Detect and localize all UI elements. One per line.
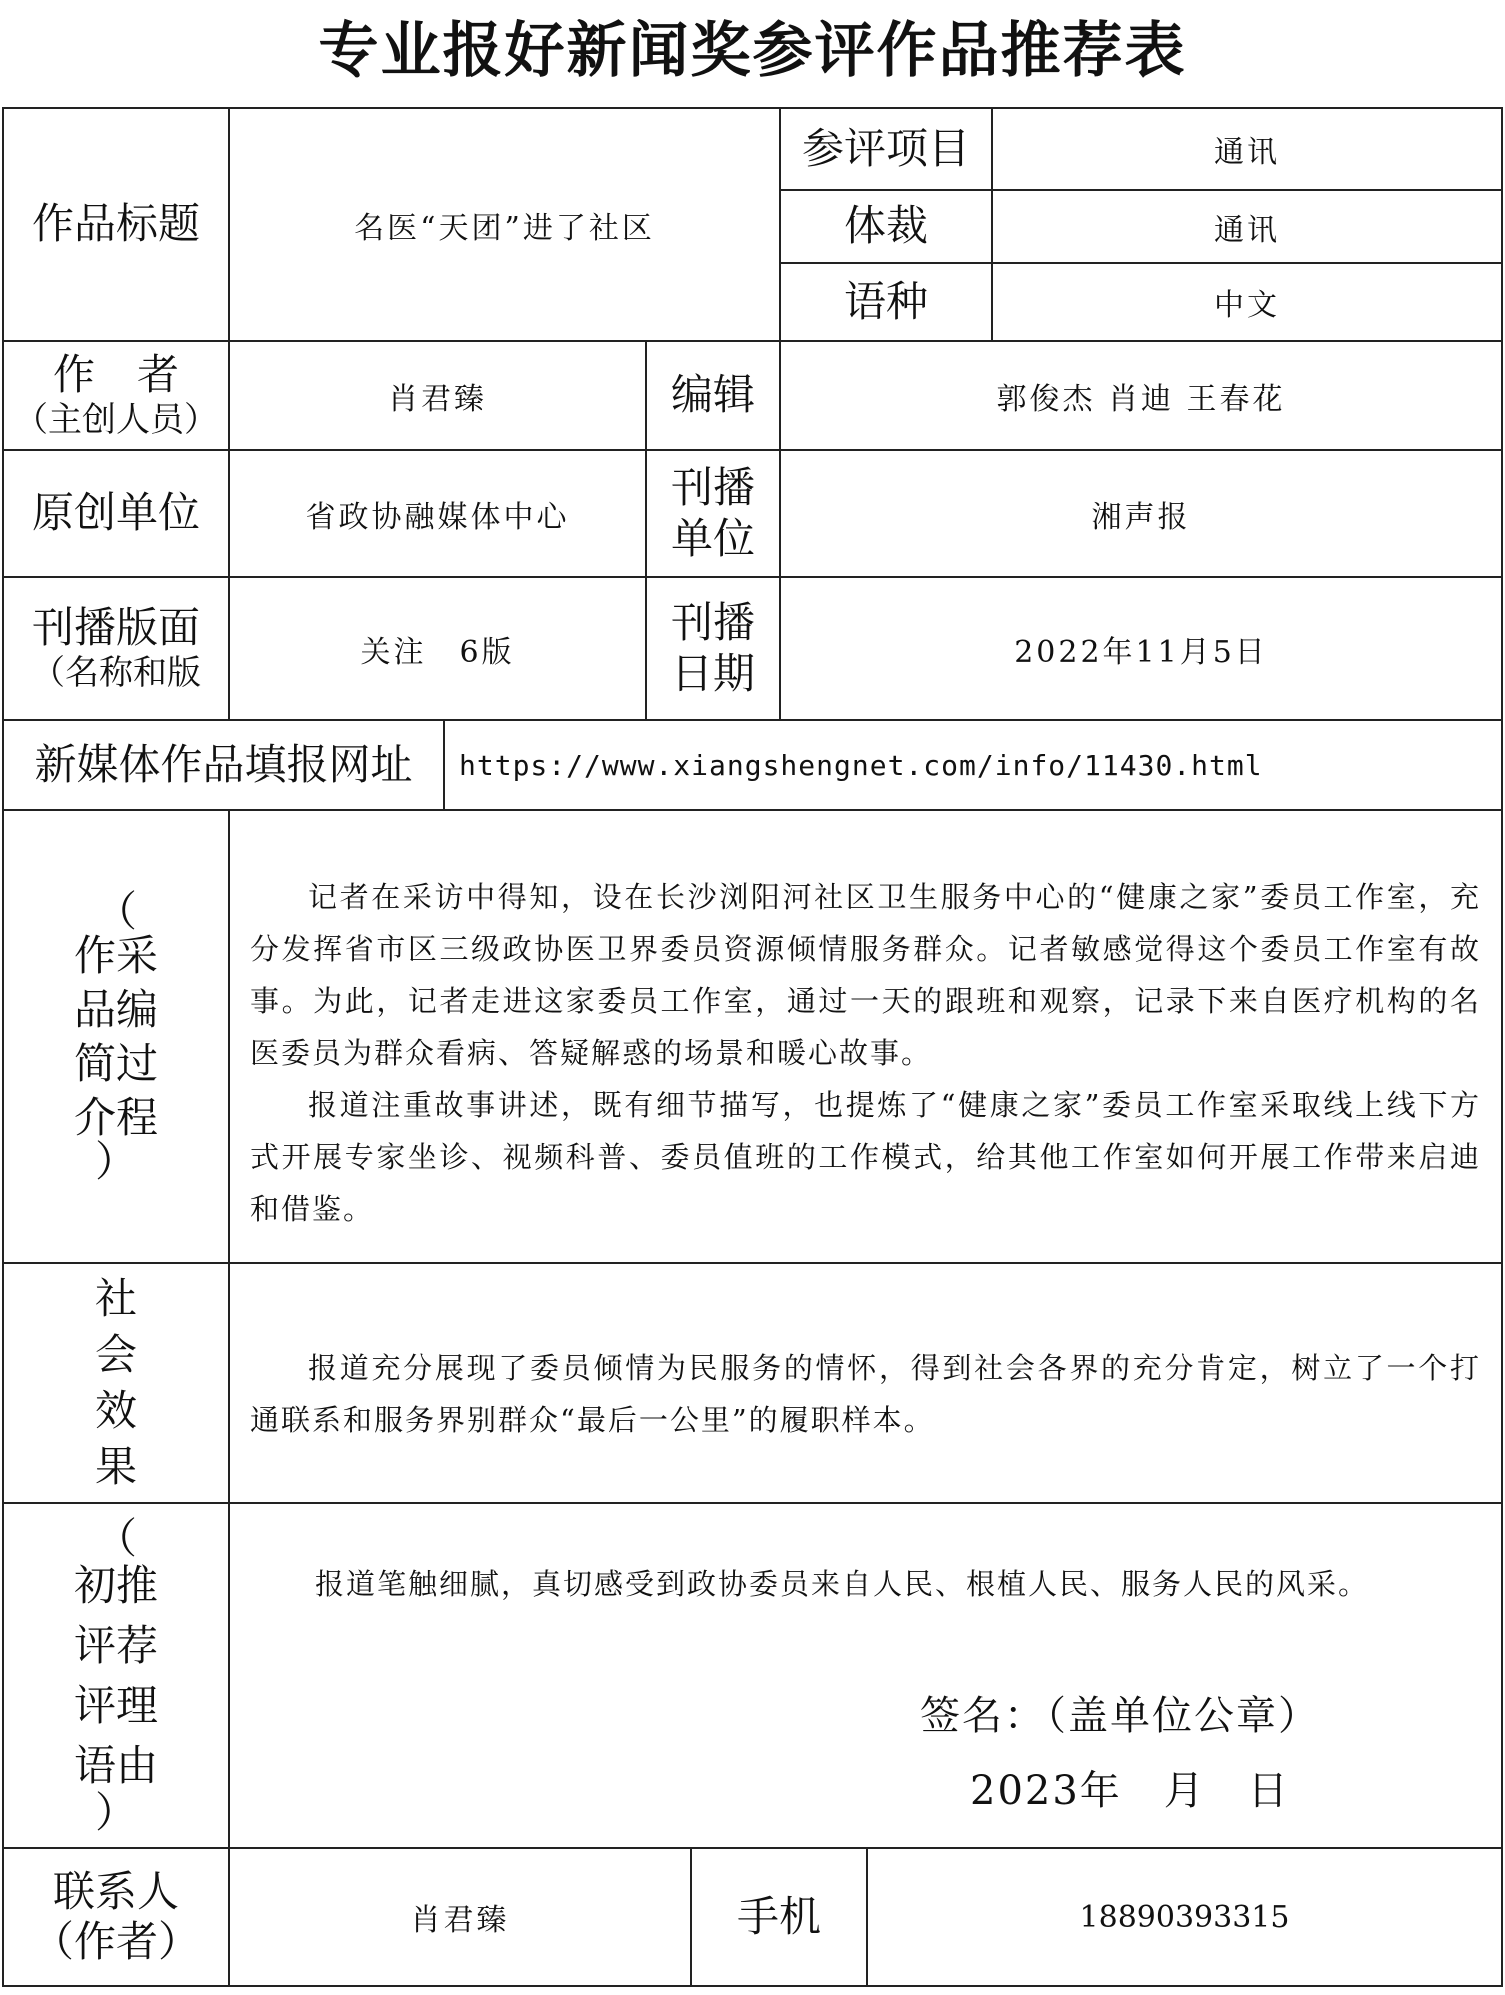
social-effect-text: 报道充分展现了委员倾情为民服务的情怀，得到社会各界的充分肯定，树立了一个打通联系和服务界别群众“最后一公里”的履职样本。 xyxy=(250,1351,1481,1437)
recommendation-label-char: 理 xyxy=(116,1680,159,1730)
social-effect-label xyxy=(2,1262,230,1504)
recommendation-label-char: 推 xyxy=(116,1560,159,1610)
author-label-sub: （主创人员） xyxy=(14,400,218,441)
publish-date-label-line1: 刊播 xyxy=(670,598,755,648)
recommendation-label-char: 荐 xyxy=(116,1620,159,1670)
social-effect-label-char: 会 xyxy=(94,1330,137,1379)
genre-label: 体裁 xyxy=(779,189,993,264)
signature-line: 签名：（盖单位公章） xyxy=(920,1693,1320,1739)
recommendation-label-char: 初 xyxy=(73,1560,116,1610)
intro-label-col2 xyxy=(116,929,158,1145)
intro-content xyxy=(228,809,1503,1264)
editor-label: 编辑 xyxy=(645,340,781,451)
publish-unit-value: 湘声报 xyxy=(779,449,1503,578)
contact-label-main: 联系人 xyxy=(52,1866,179,1916)
recommendation-content xyxy=(228,1502,1503,1849)
phone-label: 手机 xyxy=(690,1847,868,1987)
intro-label-col1 xyxy=(74,929,116,1145)
new-media-url-value: https://www.xiangshengnet.com/info/11430.html xyxy=(443,719,1503,811)
recommendation-label-col2 xyxy=(116,1556,158,1796)
language-value: 中文 xyxy=(991,262,1503,342)
intro-label-columns xyxy=(74,929,158,1145)
document-title: 专业报好新闻奖参评作品推荐表 xyxy=(318,16,1187,86)
intro-label-close: ） xyxy=(94,1136,137,1186)
work-title-label: 作品标题 xyxy=(2,107,230,342)
recommendation-label-col1 xyxy=(74,1556,116,1796)
intro-paragraphs xyxy=(250,871,1481,1235)
publish-page-label-sub: （名称和版 xyxy=(31,653,201,694)
social-effect-label-char: 社 xyxy=(94,1274,137,1323)
work-title-value: 名医“天团”进了社区 xyxy=(228,107,781,342)
new-media-url-label: 新媒体作品填报网址 xyxy=(2,719,445,811)
intro-paragraph-1: 记者在采访中得知，设在长沙浏阳河社区卫生服务中心的“健康之家”委员工作室，充分发挥省市区三级政协医卫界委员资源倾情服务群众。记者敏感觉得这个委员工作室有故事。为此，记者走进这家委员工作室，通过一天的跟班和观察，记录下来自医疗机构的名医委员为群众看病、答疑解惑的场景和暖心故事。 xyxy=(250,880,1481,1070)
recommendation-label xyxy=(2,1502,230,1849)
publish-page-value: 关注 6版 xyxy=(228,576,647,721)
publish-date-value: 2022年11月5日 xyxy=(779,576,1503,721)
intro-label-char: 程 xyxy=(116,1092,159,1142)
recommendation-label-char: 由 xyxy=(116,1740,159,1790)
publish-unit-label-line1: 刊播 xyxy=(670,463,755,513)
publish-page-label-main: 刊播版面 xyxy=(31,602,200,652)
recommendation-label-columns xyxy=(74,1556,158,1796)
publish-unit-label-line2: 单位 xyxy=(670,513,755,563)
category-label: 参评项目 xyxy=(779,107,993,191)
contact-label-sub: （作者） xyxy=(31,1917,200,1966)
author-label-main: 作 者 xyxy=(52,349,179,399)
publish-date-label xyxy=(645,576,781,721)
social-effect-label-char: 果 xyxy=(94,1442,137,1491)
intro-label-char: 简 xyxy=(73,1038,116,1088)
recommendation-label-char: 评 xyxy=(73,1620,116,1670)
social-effect-label-char: 效 xyxy=(94,1386,137,1435)
category-value: 通讯 xyxy=(991,107,1503,191)
intro-label-open: （ xyxy=(94,886,137,936)
author-value: 肖君臻 xyxy=(228,340,647,451)
social-effect-content xyxy=(228,1262,1503,1504)
publish-date-label-line2: 日期 xyxy=(670,648,755,698)
origin-unit-label: 原创单位 xyxy=(2,449,230,578)
recommendation-label-char: 语 xyxy=(73,1740,116,1790)
recommendation-text: 报道笔触细腻，真切感受到政协委员来自人民、根植人民、服务人民的风采。 xyxy=(315,1567,1370,1601)
intro-label-char: 过 xyxy=(116,1038,159,1088)
origin-unit-value: 省政协融媒体中心 xyxy=(228,449,647,578)
editor-value: 郭俊杰 肖迪 王春花 xyxy=(779,340,1503,451)
intro-label xyxy=(2,809,230,1264)
publish-unit-label xyxy=(645,449,781,578)
recommendation-label-open: （ xyxy=(94,1513,137,1563)
recommendation-label-char: 评 xyxy=(73,1680,116,1730)
contact-label xyxy=(2,1847,230,1987)
intro-label-char: 品 xyxy=(73,984,116,1034)
publish-page-label xyxy=(2,576,230,721)
intro-label-char: 作 xyxy=(73,930,116,980)
author-label xyxy=(2,340,230,451)
intro-paragraph-2: 报道注重故事讲述，既有细节描写，也提炼了“健康之家”委员工作室采取线上线下方式开展专家坐诊、视频科普、委员值班的工作模式，给其他工作室如何开展工作带来启迪和借鉴。 xyxy=(250,1088,1481,1226)
intro-label-char: 介 xyxy=(73,1092,116,1142)
intro-label-char: 编 xyxy=(116,984,159,1034)
language-label: 语种 xyxy=(779,262,993,342)
genre-value: 通讯 xyxy=(991,189,1503,264)
signature-date: 2023年 月 日 xyxy=(970,1768,1290,1814)
phone-value: 18890393315 xyxy=(866,1847,1503,1987)
recommendation-label-close: ） xyxy=(94,1787,137,1837)
intro-label-char: 采 xyxy=(116,930,159,980)
contact-value: 肖君臻 xyxy=(228,1847,692,1987)
